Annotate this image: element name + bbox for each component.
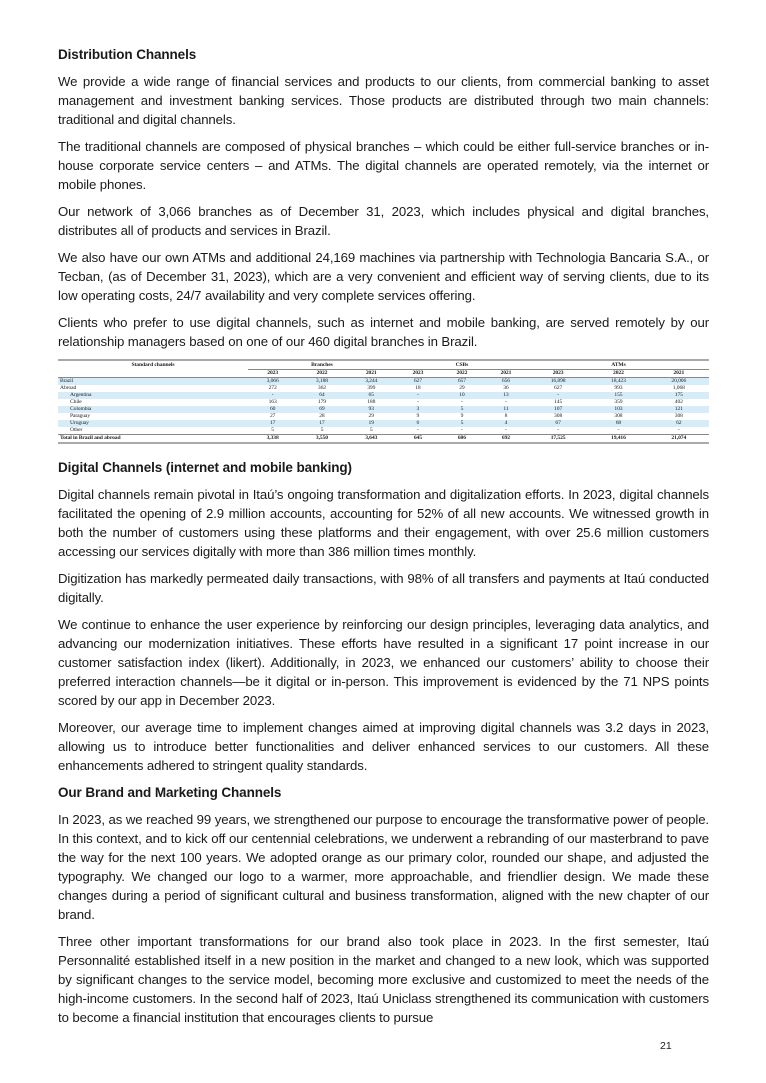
table-cell: - — [677, 427, 680, 433]
year-header-blank — [58, 370, 248, 378]
table-group-header-row — [58, 360, 709, 370]
table-cell: 402 — [674, 399, 683, 405]
row-label: Brazil — [58, 378, 248, 386]
row-label: Paraguay — [70, 413, 91, 419]
year-header: 2023 — [248, 370, 297, 378]
table-cell: 1,068 — [672, 385, 685, 391]
table-cell: 65 — [347, 392, 396, 399]
table-cell: 29 — [459, 385, 465, 391]
table-cell: 13 — [484, 392, 528, 399]
row-label: Abroad — [60, 385, 77, 391]
table-cell: 3,066 — [248, 378, 297, 386]
total-cell: 19,416 — [588, 435, 648, 444]
table-cell: 163 — [268, 399, 277, 405]
channels-table-wrapper — [58, 359, 709, 444]
table-cell: 6 — [396, 420, 440, 427]
table-cell: 3,244 — [347, 378, 396, 386]
table-cell: - — [396, 392, 440, 399]
table-cell: 362 — [317, 385, 326, 391]
year-header: 2022 — [440, 370, 484, 378]
paragraph: In 2023, as we reached 99 years, we strengthened our purpose to encourage the transformative power of people. In this context, and to kick off our centennial celebrations, we underwent a rebranding of our masterbrand to pave the way for the next 100 years. We adopted orange as our primary color, rounded our shape, and adjusted the typography. We changed our logo to a warmer, more approachable, and friendlier design. We made these changes during a period of significant cultural and business transformation, aligned with the new chapter of our brand. — [58, 812, 709, 922]
group-header-csbs: CSBs — [396, 360, 528, 370]
row-label: Colombia — [58, 406, 248, 413]
table-row — [58, 385, 709, 392]
table-cell: 9 — [460, 413, 464, 419]
total-cell: 17,525 — [528, 435, 588, 444]
table-cell: 68 — [588, 420, 648, 427]
row-label: Other — [70, 427, 83, 433]
total-cell: 645 — [396, 435, 440, 444]
section-heading-digital: Digital Channels (internet and mobile banking) — [58, 460, 352, 475]
table-cell: - — [505, 427, 507, 433]
table-cell: 656 — [484, 378, 528, 386]
table-cell: 20,006 — [649, 378, 709, 386]
table-cell: 3,188 — [297, 378, 346, 386]
table-cell: 17 — [297, 420, 346, 427]
paragraph: We also have our own ATMs and additional 24,169 machines via partnership with Technologia Bancaria S.A., or Tecban, (as of December 31, 2023), which are a very convenient and efficient way of serving clients, due to its low operating costs, 24/7 availability and very complete services offering. — [58, 250, 709, 303]
table-cell: 188 — [367, 399, 376, 405]
table-cell: 3 — [396, 406, 440, 413]
total-cell: 21,074 — [649, 435, 709, 444]
table-total-row — [58, 435, 709, 444]
table-body — [58, 378, 709, 444]
table-cell: 28 — [319, 413, 325, 419]
document-page — [58, 45, 709, 1035]
table-cell: 16,898 — [528, 378, 588, 386]
page-number: 21 — [660, 1040, 672, 1052]
table-cell: 155 — [588, 392, 648, 399]
year-header: 2023 — [396, 370, 440, 378]
paragraph: We continue to enhance the user experience by reinforcing our design principles, leveraging data analytics, and advancing our modernization initiatives. These efforts have resulted in a significant 17 point increase in our customer satisfaction index (likert). Additionally, in 2023, we enhanced our customers’ ability to choose their preferred interaction channels—be it digital or in-person. This improvement is evidenced by the 71 NPS points scored by our app in December 2023. — [58, 617, 709, 708]
table-cell: 36 — [503, 385, 509, 391]
table-cell: - — [417, 427, 419, 433]
table-cell: - — [528, 392, 588, 399]
table-row — [58, 427, 709, 435]
table-cell: 62 — [649, 420, 709, 427]
table-cell: 19 — [347, 420, 396, 427]
table-cell: 993 — [614, 385, 623, 391]
table-year-header-row — [58, 370, 709, 378]
table-cell: 8 — [504, 413, 508, 419]
table-row — [58, 392, 709, 399]
standard-channels-table — [58, 359, 709, 444]
table-cell: - — [461, 427, 463, 433]
table-cell: 4 — [484, 420, 528, 427]
table-cell: 18 — [415, 385, 421, 391]
table-cell: - — [248, 392, 297, 399]
section-heading-brand: Our Brand and Marketing Channels — [58, 785, 282, 800]
table-cell: 175 — [649, 392, 709, 399]
total-label: Total in Brazil and abroad — [58, 435, 248, 444]
table-cell: 5 — [440, 420, 484, 427]
total-cell: 3,338 — [248, 435, 297, 444]
table-cell: 17 — [248, 420, 297, 427]
table-cell: 107 — [528, 406, 588, 413]
table-cell: 9 — [416, 413, 420, 419]
table-cell: 627 — [554, 385, 563, 391]
paragraph: The traditional channels are composed of physical branches – which could be either full-service branches or in-house corporate service centers – and ATMs. The digital channels are operated remotely, via the internet or mobile phones. — [58, 139, 709, 192]
section-heading-distribution: Distribution Channels — [58, 47, 197, 62]
table-cell: 145 — [554, 399, 563, 405]
row-label: Chile — [70, 399, 82, 405]
table-row — [58, 413, 709, 420]
total-cell: 692 — [484, 435, 528, 444]
row-label: Uruguay — [58, 420, 248, 427]
paragraph: Digital channels remain pivotal in Itaú’s ongoing transformation and digitalization efforts. In 2023, digital channels facilitated the opening of 2.9 million accounts, accounting for 52% of all new accounts. We witnessed growth in both the number of customers using these platforms and their engagement, with over 25.6 million customers accessing our services digitally with more than 386 million times monthly. — [58, 487, 709, 559]
table-cell: 308 — [674, 413, 683, 419]
table-cell: - — [617, 427, 620, 433]
table-cell: 272 — [268, 385, 277, 391]
row-label: Argentina — [58, 392, 248, 399]
group-header-atms: ATMs — [528, 360, 709, 370]
table-cell: 60 — [248, 406, 297, 413]
table-cell: 27 — [269, 413, 276, 419]
table-row — [58, 399, 709, 406]
table-cell: 11 — [484, 406, 528, 413]
table-cell: 5 — [320, 427, 324, 433]
table-cell: - — [417, 399, 419, 405]
table-cell: - — [461, 399, 463, 405]
table-cell: 5 — [369, 427, 373, 433]
paragraph: Digitization has markedly permeated daily transactions, with 98% of all transfers and payments at Itaú conducted digitally. — [58, 571, 709, 605]
year-header: 2021 — [484, 370, 528, 378]
year-header: 2021 — [347, 370, 396, 378]
table-cell: 657 — [440, 378, 484, 386]
year-header: 2023 — [528, 370, 588, 378]
paragraph: Moreover, our average time to implement changes aimed at improving digital channels was 3.2 days in 2023, allowing us to introduce better functionalities and deliver enhanced services to our customers. All these enhancements adhered to stringent quality standards. — [58, 720, 709, 773]
year-header: 2022 — [297, 370, 346, 378]
total-cell: 3,643 — [347, 435, 396, 444]
table-cell: 5 — [440, 406, 484, 413]
table-cell: 308 — [614, 413, 623, 419]
table-row — [58, 406, 709, 413]
table-cell: 359 — [614, 399, 623, 405]
table-cell: 93 — [347, 406, 396, 413]
table-cell: 399 — [367, 385, 376, 391]
table-row — [58, 420, 709, 427]
table-row — [58, 378, 709, 386]
table-cell: 5 — [271, 427, 274, 433]
total-cell: 3,550 — [297, 435, 346, 444]
table-cell: 121 — [649, 406, 709, 413]
table-cell: 29 — [368, 413, 374, 419]
table-cell: 69 — [297, 406, 346, 413]
table-cell: - — [557, 427, 559, 433]
table-cell: 179 — [317, 399, 326, 405]
paragraph: We provide a wide range of financial services and products to our clients, from commercial banking to asset management and investment banking services. Those products are distributed through two main channels: traditional and digital channels. — [58, 74, 709, 127]
total-cell: 686 — [440, 435, 484, 444]
paragraph: Clients who prefer to use digital channels, such as internet and mobile banking, are served remotely by our relationship managers based on one of our 460 digital branches in Brazil. — [58, 315, 709, 349]
table-cell: 18,423 — [588, 378, 648, 386]
year-header: 2021 — [649, 370, 709, 378]
table-first-header: Standard channels — [58, 360, 248, 370]
table-cell: - — [505, 399, 507, 405]
paragraph: Three other important transformations for our brand also took place in 2023. In the first semester, Itaú Personnalité established itself in a new position in the market and changed to a new look, which was supported by significant changes to the service model, becoming more exclusive and customized to meet the needs of the high-income customers. In the second half of 2023, Itaú Uniclass strengthened its communication with customers to become a financial institution that encourages clients to pursue — [58, 934, 709, 1025]
table-cell: 308 — [554, 413, 563, 419]
table-cell: 103 — [588, 406, 648, 413]
year-header: 2022 — [588, 370, 648, 378]
group-header-branches: Branches — [248, 360, 396, 370]
table-cell: 67 — [528, 420, 588, 427]
table-cell: 64 — [297, 392, 346, 399]
table-cell: 10 — [440, 392, 484, 399]
table-cell: 627 — [396, 378, 440, 386]
paragraph: Our network of 3,066 branches as of December 31, 2023, which includes physical and digital branches, distributes all of products and services in Brazil. — [58, 204, 709, 238]
